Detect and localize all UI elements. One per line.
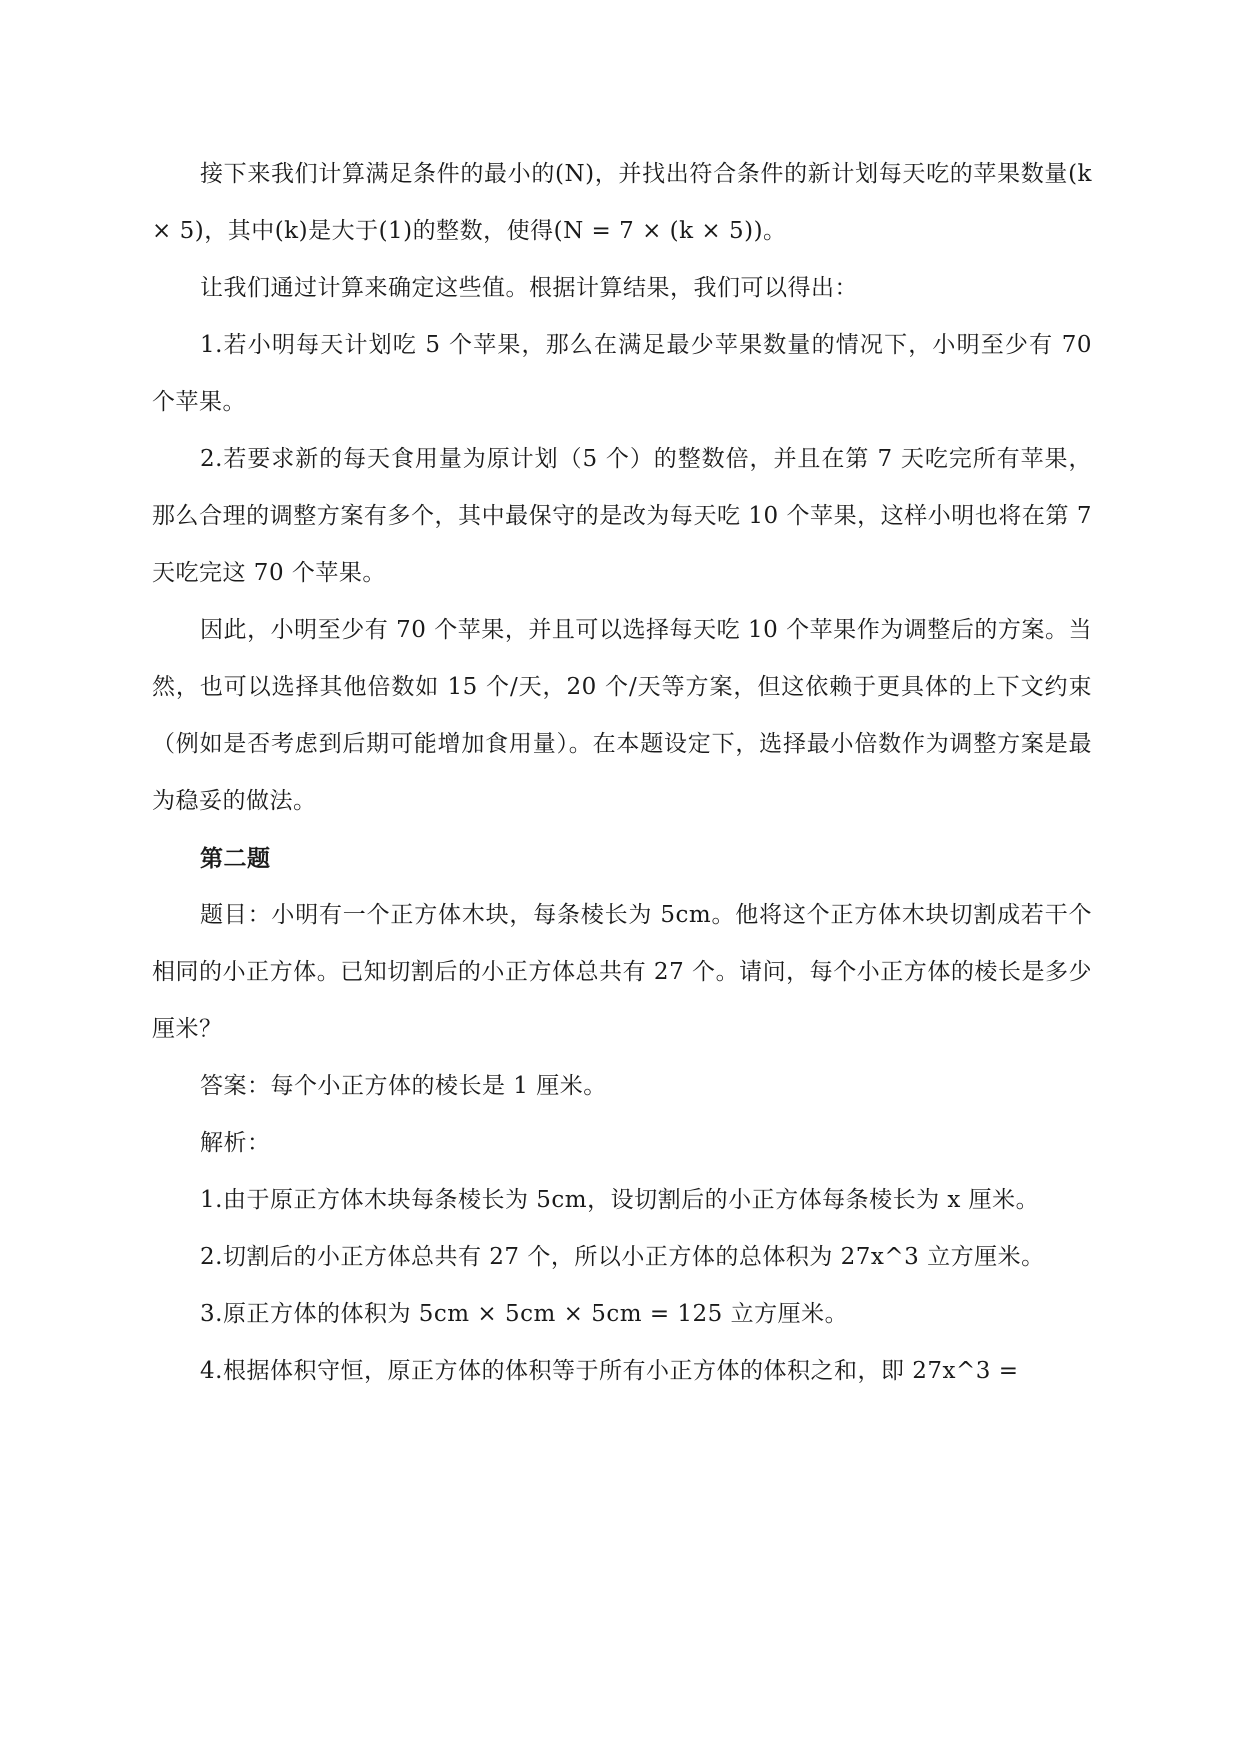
paragraph-analysis-label: 解析： bbox=[200, 1130, 271, 1156]
paragraph-step-4: 4.根据体积守恒，原正方体的体积等于所有小正方体的体积之和，即 27x^3 = bbox=[200, 1358, 1019, 1384]
paragraph-step-1: 1.由于原正方体木块每条棱长为 5cm，设切割后的小正方体每条棱长为 x 厘米。 bbox=[200, 1187, 1040, 1213]
paragraph-step-2: 2.切割后的小正方体总共有 27 个，所以小正方体的总体积为 27x^3 立方厘米。 bbox=[200, 1244, 1045, 1270]
paragraph-conclusion: 因此，小明至少有 70 个苹果，并且可以选择每天吃 10 个苹果作为调整后的方案。当然，也可以选择其他倍数如 15 个/天，20 个/天等方案，但这依赖于更具体的上下文约束（例如是否考虑到后期可能增加食用量）。在本题设定下，选择最小倍数作为调整方案是最为稳妥的做法。 bbox=[152, 617, 1092, 814]
paragraph-answer: 答案：每个小正方体的棱长是 1 厘米。 bbox=[200, 1073, 607, 1099]
paragraph-step-3: 3.原正方体的体积为 5cm × 5cm × 5cm = 125 立方厘米。 bbox=[200, 1301, 849, 1327]
document-body bbox=[152, 146, 1092, 1400]
paragraph-question: 题目：小明有一个正方体木块，每条棱长为 5cm。他将这个正方体木块切割成若干个相同的小正方体。已知切割后的小正方体总共有 27 个。请问，每个小正方体的棱长是多少厘米？ bbox=[152, 902, 1092, 1042]
paragraph-calc-lead: 让我们通过计算来确定这些值。根据计算结果，我们可以得出： bbox=[200, 275, 858, 301]
section-heading: 第二题 bbox=[200, 845, 271, 872]
paragraph-point-1: 1.若小明每天计划吃 5 个苹果，那么在满足最少苹果数量的情况下，小明至少有 70 个苹果。 bbox=[152, 332, 1092, 415]
paragraph-intro-n: 接下来我们计算满足条件的最小的(N)，并找出符合条件的新计划每天吃的苹果数量(k × 5)，其中(k)是大于(1)的整数，使得(N = 7 × (k × 5))。 bbox=[152, 161, 1092, 244]
paragraph-point-2: 2.若要求新的每天食用量为原计划（5 个）的整数倍，并且在第 7 天吃完所有苹果，那么合理的调整方案有多个，其中最保守的是改为每天吃 10 个苹果，这样小明也将在第 7 天吃完这 70 个苹果。 bbox=[152, 446, 1092, 586]
